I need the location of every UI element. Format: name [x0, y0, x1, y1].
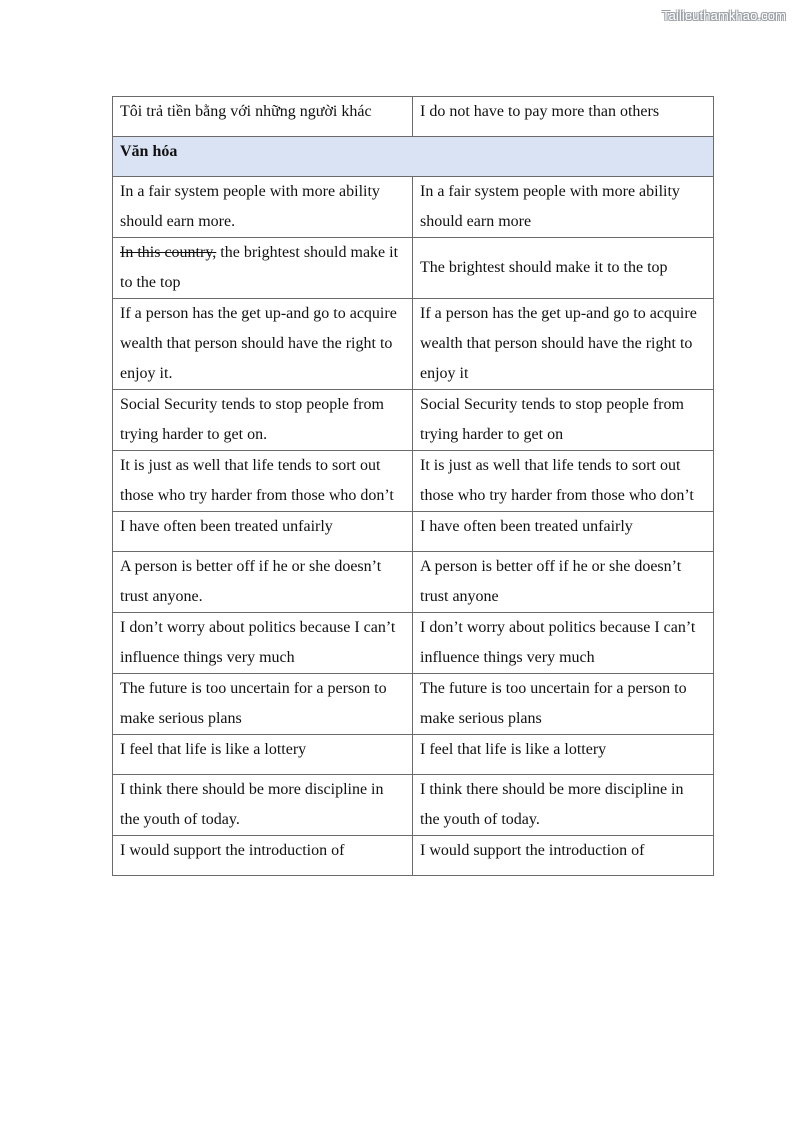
revised-item-cell: I feel that life is like a lottery — [413, 735, 714, 775]
table-row — [113, 613, 714, 674]
table-row — [113, 735, 714, 775]
table-row — [113, 775, 714, 836]
table-row — [113, 836, 714, 876]
revised-item-cell: I would support the introduction of — [413, 836, 714, 876]
revised-item-cell: A person is better off if he or she doesn’t trust anyone — [413, 552, 714, 613]
original-item-cell — [113, 238, 413, 299]
original-item-cell: I would support the introduction of — [113, 836, 413, 876]
revised-item-cell: If a person has the get up-and go to acquire wealth that person should have the right to enjoy it — [413, 299, 714, 390]
table-row — [113, 97, 714, 137]
table-row — [113, 299, 714, 390]
item-text: the brightest should make it to the top — [120, 244, 399, 291]
original-item-cell: If a person has the get up-and go to acquire wealth that person should have the right to enjoy it. — [113, 299, 413, 390]
original-item-cell: The future is too uncertain for a person to make serious plans — [113, 674, 413, 735]
struck-text: In this country, — [120, 244, 217, 261]
table-row — [113, 512, 714, 552]
table-row — [113, 238, 714, 299]
original-item-cell: I don’t worry about politics because I can’t influence things very much — [113, 613, 413, 674]
vietnamese-item-cell: Tôi trả tiền bằng với những người khác — [113, 97, 413, 137]
revised-item-cell: I think there should be more discipline in the youth of today. — [413, 775, 714, 836]
table-row — [113, 674, 714, 735]
original-item-cell: In a fair system people with more ability should earn more. — [113, 177, 413, 238]
survey-translation-table — [112, 96, 714, 876]
revised-item-cell: Social Security tends to stop people from trying harder to get on — [413, 390, 714, 451]
original-item-cell: Social Security tends to stop people from trying harder to get on. — [113, 390, 413, 451]
revised-item-cell: The brightest should make it to the top — [413, 238, 714, 299]
revised-item-cell: I don’t worry about politics because I can’t influence things very much — [413, 613, 714, 674]
revised-item-cell: The future is too uncertain for a person to make serious plans — [413, 674, 714, 735]
section-row — [113, 137, 714, 177]
section-heading: Văn hóa — [113, 137, 714, 177]
original-item-cell: I have often been treated unfairly — [113, 512, 413, 552]
revised-item-cell: In a fair system people with more ability should earn more — [413, 177, 714, 238]
watermark: Tailieuthamkhao.com — [661, 8, 786, 23]
original-item-cell: I feel that life is like a lottery — [113, 735, 413, 775]
table-row — [113, 451, 714, 512]
revised-item-cell: I have often been treated unfairly — [413, 512, 714, 552]
original-item-cell: A person is better off if he or she doesn’t trust anyone. — [113, 552, 413, 613]
table-row — [113, 552, 714, 613]
english-item-cell: I do not have to pay more than others — [413, 97, 714, 137]
table-row — [113, 177, 714, 238]
original-item-cell: I think there should be more discipline in the youth of today. — [113, 775, 413, 836]
table-row — [113, 390, 714, 451]
revised-item-cell: It is just as well that life tends to sort out those who try harder from those who don’t — [413, 451, 714, 512]
original-item-cell: It is just as well that life tends to sort out those who try harder from those who don’t — [113, 451, 413, 512]
